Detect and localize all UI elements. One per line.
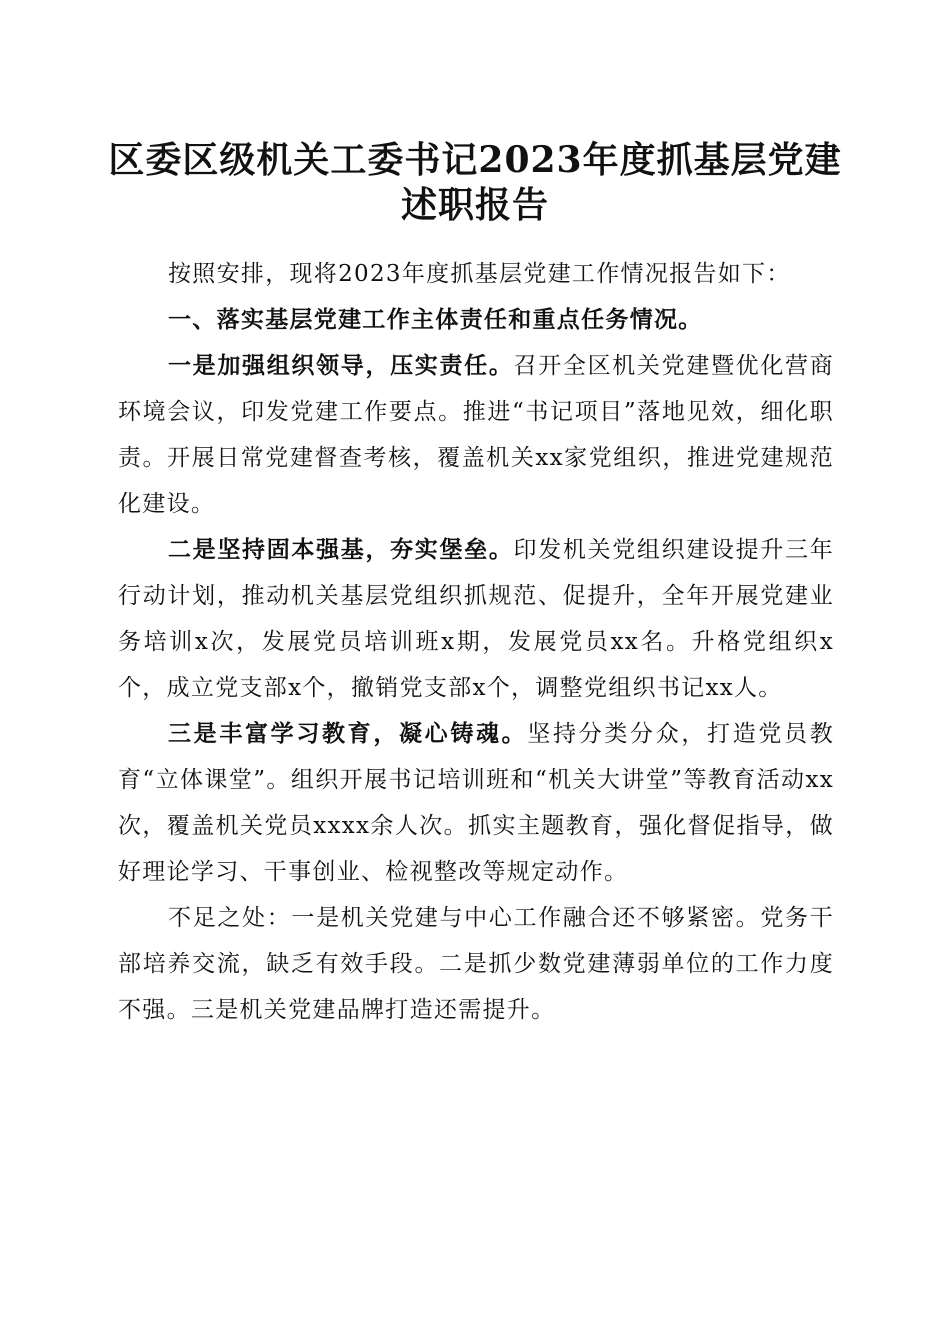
- document-title-line1: 区委区级机关工委书记2023年度抓基层党建: [108, 139, 842, 181]
- document-title-line2: 述职报告: [400, 184, 549, 226]
- shortcomings-paragraph: 不足之处：一是机关党建与中心工作融合还不够紧密。党务干部培养交流，缺乏有效手段。二是抓少数党建薄弱单位的工作力度不强。三是机关党建品牌打造还需提升。: [118, 905, 834, 1023]
- document-body: [118, 251, 834, 1033]
- paragraph-2-lead: 二是坚持固本强基，夯实堡垒。: [168, 536, 514, 563]
- paragraph-3: [118, 711, 834, 895]
- intro-paragraph: 按照安排，现将2023年度抓基层党建工作情况报告如下：: [168, 261, 791, 287]
- paragraph-3-lead: 三是丰富学习教育，凝心铸魂。: [168, 720, 528, 747]
- paragraph-1-text: 召开全区机关党建暨优化营商环境会议，印发党建工作要点。推进“书记项目”落地见效，细化职责。开展日常党建督查考核，覆盖机关xx家党组织，推进党建规范化建设。: [118, 353, 834, 517]
- section-heading: 一、落实基层党建工作主体责任和重点任务情况。: [168, 307, 703, 333]
- paragraph-3-text: 坚持分类分众，打造党员教育“立体课堂”。组织开展书记培训班和“机关大讲堂”等教育活动xx次，覆盖机关党员xxxx余人次。抓实主题教育，强化督促指导，做好理论学习、干事创业、检视整改等规定动作。: [118, 721, 835, 885]
- paragraph-1-lead: 一是加强组织领导，压实责任。: [168, 352, 514, 379]
- paragraph-2: [118, 527, 834, 711]
- paragraph-1: [118, 343, 834, 527]
- paragraph-2-text: 印发机关党组织建设提升三年行动计划，推动机关基层党组织抓规范、促提升，全年开展党建业务培训x次，发展党员培训班x期，发展党员xx名。升格党组织x个，成立党支部x个，撤销党支部x个，调整党组织书记xx人。: [118, 537, 834, 701]
